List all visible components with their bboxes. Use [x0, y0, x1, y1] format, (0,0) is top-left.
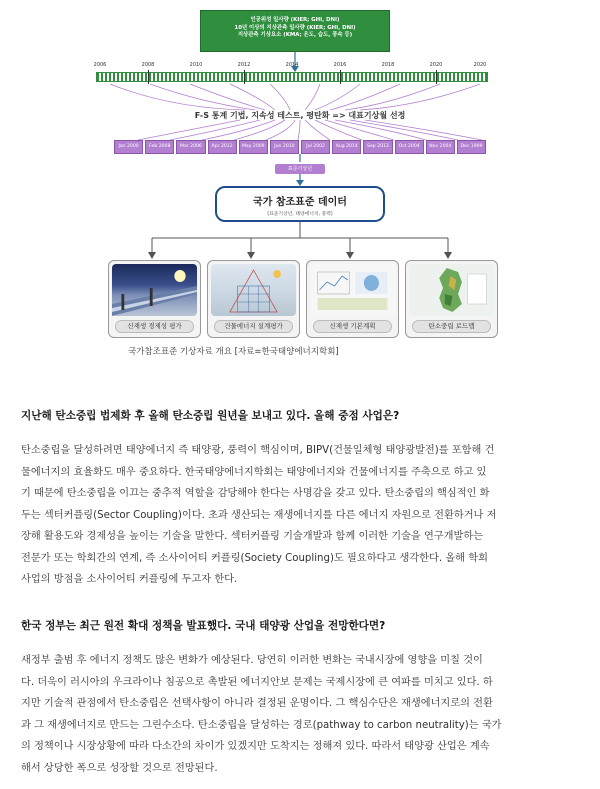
month-box: Jan 2000	[114, 140, 143, 154]
paragraph-line: 해서 상당한 폭으로 성장할 것으로 전망된다.	[21, 762, 218, 774]
paragraph-line: 의 정책이나 시장상황에 따라 다소간의 차이가 있겠지만 도착지는 정해져 있다. 따라서 태양광 산업은 계속	[21, 741, 490, 752]
month-box: Jul 2002	[301, 140, 330, 154]
year-label: 2016	[333, 62, 347, 68]
month-box: Jun 2010	[270, 140, 299, 154]
carbon-roadmap-map-image	[409, 264, 494, 316]
source-line: 지상관측 기상요소 (KMA; 온도, 습도, 풍속 등)	[237, 32, 353, 39]
renewable-plan-chart-image	[310, 264, 395, 316]
national-reference-title: 국가 참조표준 데이터	[253, 197, 347, 208]
application-card	[108, 260, 201, 338]
card-label: 건물에너지 설계평가	[214, 320, 293, 333]
paragraph-line: 과 그 재생에너지로 만드는 그린수소다. 탄소중립을 달성하는 경로(pathway to carbon neutrality)는 국가	[21, 719, 502, 731]
paragraph-line: 전문가 또는 학회간의 연계, 즉 소사이어티 커플링(Society Coupling)도 필요하다고 생각한다. 올해 학회	[21, 552, 488, 564]
question-heading: 한국 정부는 최근 원전 확대 정책을 발표했다. 국내 태양광 산업을 전망한다면?	[21, 620, 386, 632]
month-box: May 2009	[239, 140, 268, 154]
paragraph-line: 장해 활용도와 경제성을 높이는 기술을 말한다. 섹터커플링 기술개발과 함께 이러한 기술을 연구개발하는	[21, 531, 484, 542]
figure-caption: 국가참조표준 기상자료 개요 [자료=한국태양에너지학회]	[128, 347, 339, 357]
year-label: 2006	[93, 62, 107, 68]
standard-year-pill: 표준기상년	[275, 164, 325, 174]
application-card	[306, 260, 399, 338]
month-box: Apr 2012	[208, 140, 237, 154]
fs-method-label: F-S 통계 기법, 지속성 테스트, 평탄화 => 대표기상월 선정	[194, 111, 406, 120]
year-label: 2014	[285, 62, 299, 68]
answer-paragraph	[21, 440, 581, 591]
year-label: 2008	[141, 62, 155, 68]
month-box: Feb 2008	[145, 140, 174, 154]
paragraph-line: 다. 더욱이 러시아의 우크라이나 침공으로 촉발된 에너지안보 문제는 국제시장에 큰 여파를 미치고 있다. 하	[21, 676, 493, 688]
source-line: 10년 이상의 지상관측 일사량 (KIER; GHI, DNI)	[234, 24, 356, 31]
year-label: 2020	[429, 62, 443, 68]
card-label: 탄소중립 로드맵	[412, 320, 491, 333]
month-box: Aug 2014	[332, 140, 361, 154]
application-card	[207, 260, 300, 338]
paragraph-line: 지만 기술적 관점에서 탄소중립은 선택사항이 아니라 결정된 운명이다. 그 핵심수단은 재생에너지로의 전환	[21, 698, 493, 709]
paragraph-line: 기 때문에 탄소중립을 이끄는 중추적 역할을 감당해야 한다는 사명감을 갖고 있다. 탄소중립의 핵심적인 화	[21, 488, 490, 499]
month-box: Sep 2013	[363, 140, 392, 154]
solar-highway-image	[112, 264, 197, 316]
connector-lines	[90, 6, 510, 266]
card-label: 신재생 경제성 평가	[115, 320, 194, 333]
month-box: Mar 2006	[176, 140, 205, 154]
card-label: 신재생 기본계획	[313, 320, 392, 333]
representative-months	[114, 140, 486, 154]
year-label: 2018	[381, 62, 395, 68]
month-box: Oct 2004	[395, 140, 424, 154]
standard-weather-data-figure	[90, 6, 510, 336]
year-label: 2012	[237, 62, 251, 68]
source-line: 인공위성 일사량 (KIER; GHI, DNI)	[250, 17, 340, 23]
year-label: 2020	[473, 62, 487, 68]
national-reference-box	[215, 186, 385, 222]
paragraph-line: 탄소중립을 달성하려면 태양에너지 즉 태양광, 풍력이 핵심이며, BIPV(건물일체형 태양광발전)를 포함해 건	[21, 445, 495, 456]
year-timeline	[90, 60, 510, 94]
building-design-image	[211, 264, 296, 316]
national-reference-subtitle: (표준기상년, 태양에너지, 풍력)	[267, 212, 333, 217]
application-cards	[108, 260, 498, 338]
application-card	[405, 260, 498, 338]
paragraph-line: 사업의 방점을 소사이어티 커플링에 두고자 한다.	[21, 574, 238, 585]
question-heading: 지난해 탄소중립 법제화 후 올해 탄소중립 원년을 보내고 있다. 올해 중점 사업은?	[21, 410, 400, 422]
answer-paragraph	[21, 650, 581, 779]
paragraph-line: 두는 섹터커플링(Sector Coupling)이다. 초과 생산되는 재생에너지를 다른 에너지 자원으로 전환하거나 저	[21, 509, 497, 521]
year-label: 2010	[189, 62, 203, 68]
month-box: Nov 2004	[426, 140, 455, 154]
paragraph-line: 물에너지의 효율화도 매우 중요하다. 한국태양에너지학회는 태양에너지와 건물에너지를 주축으로 하고 있	[21, 466, 487, 478]
paragraph-line: 새정부 출범 후 에너지 정책도 많은 변화가 예상된다. 당연히 이러한 변화는 국내시장에 영향을 미칠 것이	[21, 655, 483, 666]
month-box: Dec 1999	[457, 140, 486, 154]
timeline-bar	[96, 72, 488, 82]
